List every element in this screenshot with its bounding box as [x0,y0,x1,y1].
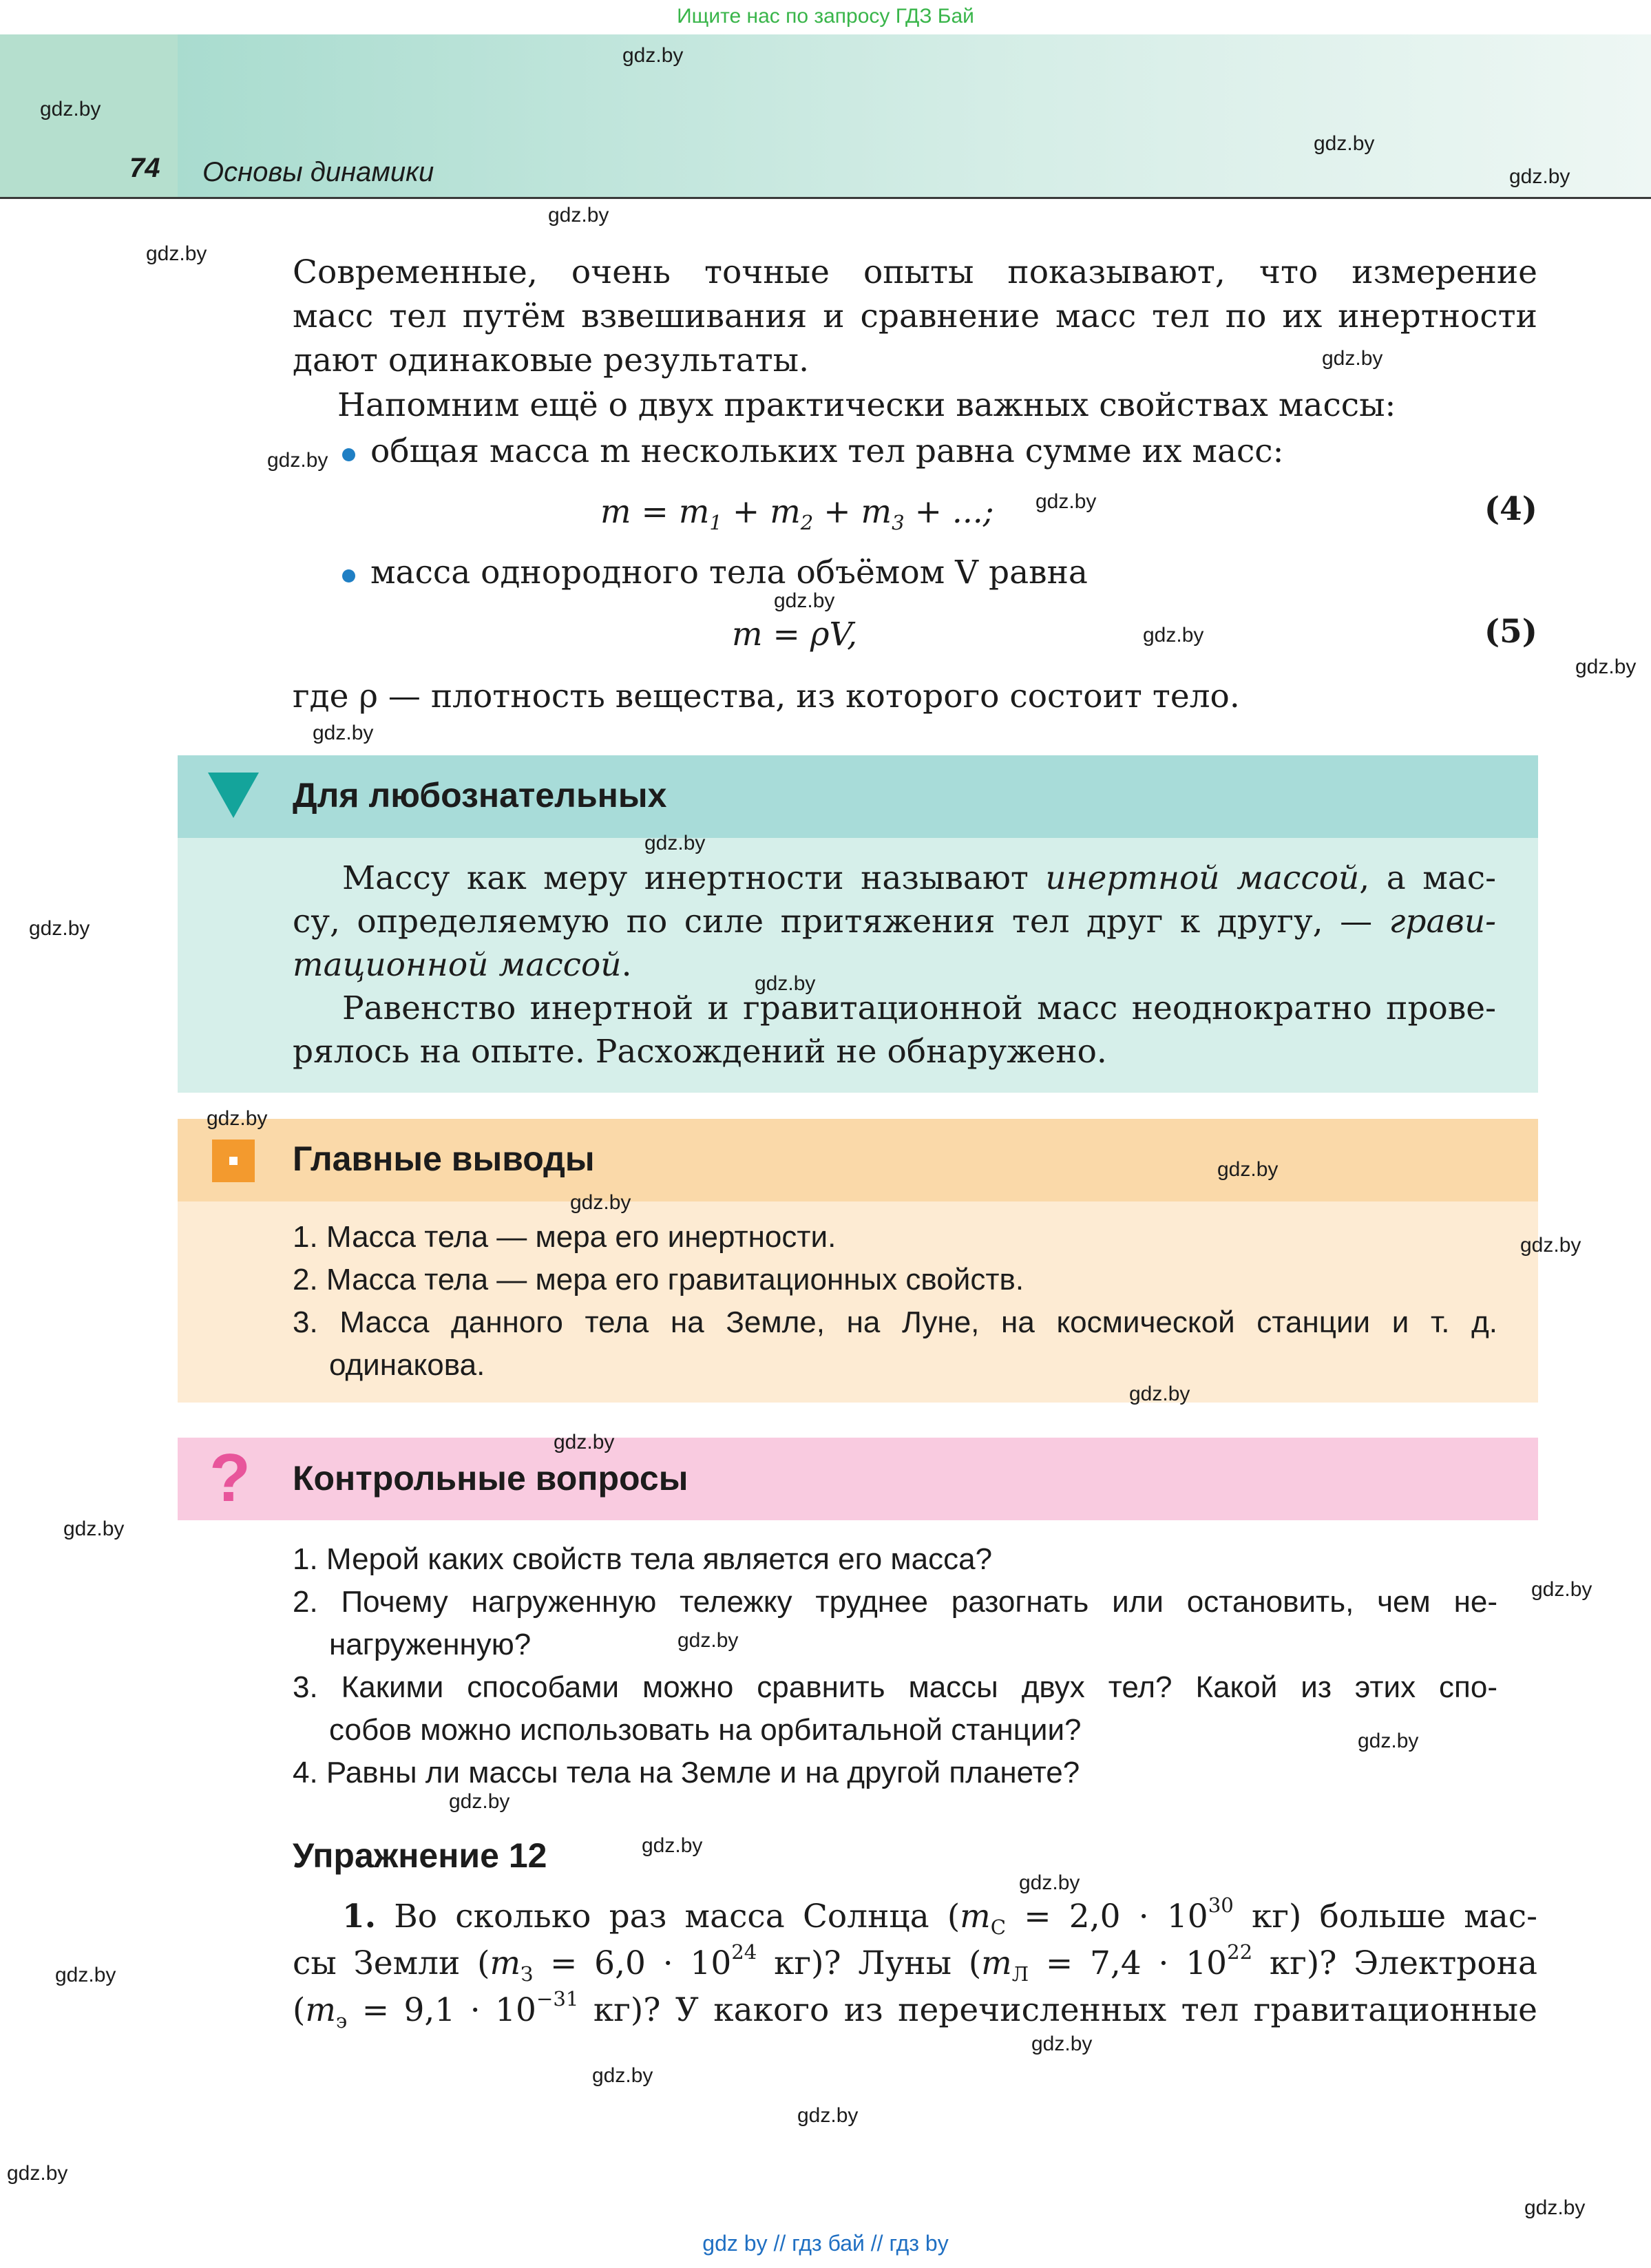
top-banner: Ищите нас по запросу ГДЗ Бай [677,5,974,28]
watermark: gdz.by [570,1191,631,1214]
equation-number-5: (5) [1484,613,1537,651]
exercise-title: Упражнение 12 [293,1836,547,1875]
watermark: gdz.by [449,1790,510,1813]
density-note: где ρ — плотность вещества, из которого состоит тело. [293,678,1240,715]
question-item-1: 1. Мерой каких свойств тела является его масса? [293,1542,993,1576]
watermark: gdz.by [1143,624,1204,647]
watermark: gdz.by [1358,1730,1419,1752]
bullet-text: общая масса m нескольких тел равна сумме их масс: [370,432,1284,470]
watermark: gdz.by [677,1629,739,1652]
bullet-text: масса однородного тела объёмом V равна [370,554,1088,591]
question-item-2-cont: нагруженную? [329,1628,532,1661]
watermark: gdz.by [207,1107,268,1130]
watermark: gdz.by [63,1518,125,1540]
conclusion-item-1: 1. Масса тела — мера его инертности. [293,1220,837,1254]
conclusion-item-3: 3. Масса данного тела на Земле, на Луне, на космической станции и т. д. [293,1305,1497,1339]
questions-box-title: Контрольные вопросы [293,1459,688,1498]
watermark: gdz.by [7,2162,68,2185]
conclusion-item-2: 2. Масса тела — мера его гравитационных свойств. [293,1263,1024,1296]
curious-line-3: тационной массой. [293,946,632,984]
exercise-line-3: ($m_э = 9,1 \cdot 10^{-31}$ кг)? У какого из перечисленных тел гравитационные [293,1987,1537,2033]
curious-line-4: Равенство инертной и гравитационной масс неоднократно прове- [342,989,1496,1027]
question-mark-icon: ? [209,1440,251,1515]
watermark: gdz.by [1524,2196,1586,2219]
watermark: gdz.by [1019,1871,1080,1894]
intro-line-4: Напомним ещё о двух практически важных свойствах массы: [337,386,1396,424]
curious-line-1: Массу как меру инертности называют инертной массой, а мас- [342,859,1496,897]
exercise-line-1: 1. Во сколько раз масса Солнца ($m_С = 2,0 \cdot 10^{30}$ кг) больше мас- [342,1893,1537,1940]
watermark: gdz.by [548,204,609,227]
watermark: gdz.by [774,589,835,612]
conclusion-item-3-cont: одинакова. [329,1348,485,1382]
watermark: gdz.by [29,917,90,940]
watermark: gdz.by [55,1964,116,1986]
watermark: gdz.by [267,449,328,472]
equation-number-4: (4) [1484,490,1537,528]
watermark: gdz.by [755,972,816,995]
watermark: gdz.by [644,832,706,854]
footer-links: gdz by // гдз бай // гдз by [702,2231,949,2256]
watermark: gdz.by [146,242,207,265]
formula-4 [600,490,1082,545]
watermark: gdz.by [1217,1158,1279,1181]
formula-5-text: m = ρV, [732,616,858,653]
conclusions-box-title: Главные выводы [293,1140,595,1178]
formula-5 [732,613,1007,657]
curious-box-title: Для любознательных [293,776,667,815]
intro-line-3: дают одинаковые результаты. [293,342,810,379]
watermark: gdz.by [1575,655,1637,678]
watermark: gdz.by [1031,2033,1093,2055]
question-item-3: 3. Какими способами можно сравнить массы двух тел? Какой из этих спо- [293,1670,1497,1704]
watermark: gdz.by [1322,347,1383,370]
header-rule [0,197,1651,199]
watermark: gdz.by [313,722,374,744]
watermark: gdz.by [642,1834,703,1857]
intro-line-1: Современные, очень точные опыты показывают, что измерение [293,253,1537,291]
watermark: gdz.by [1531,1578,1592,1601]
question-item-4: 4. Равны ли массы тела на Земле и на другой планете? [293,1756,1080,1789]
curious-line-2: су, определяемую по силе притяжения тел друг к другу, — грави- [293,903,1496,941]
watermark: gdz.by [40,98,101,120]
watermark: gdz.by [554,1431,615,1453]
watermark: gdz.by [1035,490,1097,513]
question-item-2: 2. Почему нагруженную тележку труднее разогнать или остановить, чем не- [293,1585,1497,1619]
formula-4-text: $m = m_1 + m_2 + m_3$ + ...; [600,493,994,535]
watermark: gdz.by [1129,1383,1190,1405]
watermark: gdz.by [1314,132,1375,155]
exercise-line-2: сы Земли ($m_З = 6,0 \cdot 10^{24}$ кг)? Луны ($m_Л = 7,4 \cdot 10^{22}$ кг)? Электрона [293,1940,1537,1986]
watermark: gdz.by [622,44,684,67]
watermark: gdz.by [797,2104,859,2127]
bullet-text-1 [370,430,1615,474]
bullet-dot [342,448,355,461]
curious-line-5: рялось на опыте. Расхождений не обнаружено. [293,1033,1107,1071]
bullet-text-2 [370,551,1615,595]
watermark: gdz.by [1509,165,1570,188]
intro-line-2: масс тел путём взвешивания и сравнение масс тел по их инертности [293,297,1537,335]
question-item-3-cont: собов можно использовать на орбитальной станции? [329,1713,1082,1747]
triangle-icon [208,773,259,818]
section-title: Основы динамики [202,157,434,187]
watermark: gdz.by [592,2064,653,2087]
watermark: gdz.by [1520,1234,1581,1257]
square-icon [212,1140,255,1182]
page-number: 74 [129,153,160,183]
bullet-dot [342,569,355,582]
